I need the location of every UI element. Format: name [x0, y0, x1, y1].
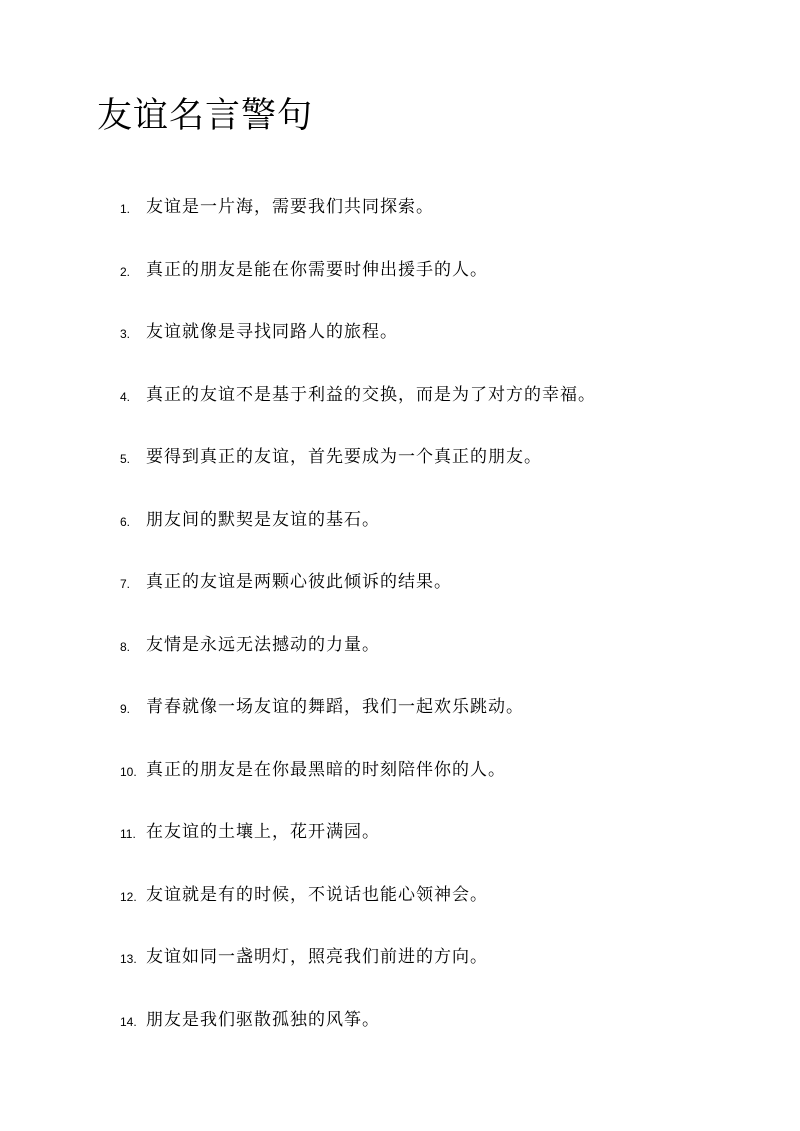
item-text: 友情是永远无法撼动的力量。 — [146, 634, 380, 655]
item-text: 真正的朋友是在你最黑暗的时刻陪伴你的人。 — [146, 759, 506, 780]
list-item — [120, 880, 488, 910]
item-text: 朋友是我们驱散孤独的风筝。 — [146, 1009, 380, 1030]
page-title: 友谊名言警句 — [97, 96, 314, 136]
item-number: 3. — [120, 327, 131, 341]
list-item — [120, 255, 488, 285]
list-item — [120, 1005, 380, 1035]
item-text: 真正的友谊不是基于利益的交换，而是为了对方的幸福。 — [146, 384, 596, 405]
item-text: 友谊就像是寻找同路人的旅程。 — [146, 321, 398, 342]
list-item — [120, 505, 380, 535]
item-number: 1. — [120, 202, 131, 216]
item-number: 8. — [120, 640, 131, 654]
item-text: 要得到真正的友谊，首先要成为一个真正的朋友。 — [146, 446, 542, 467]
item-number: 14. — [120, 1015, 137, 1029]
item-text: 友谊就是有的时候，不说话也能心领神会。 — [146, 884, 488, 905]
list-item — [120, 817, 380, 847]
list-item — [120, 755, 506, 785]
item-text: 朋友间的默契是友谊的基石。 — [146, 509, 380, 530]
item-number: 11. — [120, 827, 136, 841]
list-item — [120, 630, 380, 660]
item-text: 在友谊的土壤上，花开满园。 — [146, 821, 380, 842]
item-number: 12. — [120, 890, 137, 904]
item-number: 5. — [120, 452, 131, 466]
item-text: 真正的友谊是两颗心彼此倾诉的结果。 — [146, 571, 452, 592]
item-number: 9. — [120, 702, 131, 716]
list-item — [120, 192, 434, 222]
list-item — [120, 942, 488, 972]
item-text: 友谊是一片海，需要我们共同探索。 — [146, 196, 434, 217]
list-item — [120, 317, 398, 347]
list-item — [120, 380, 596, 410]
item-number: 13. — [120, 952, 137, 966]
item-number: 2. — [120, 265, 131, 279]
item-text: 青春就像一场友谊的舞蹈，我们一起欢乐跳动。 — [146, 696, 524, 717]
item-text: 真正的朋友是能在你需要时伸出援手的人。 — [146, 259, 488, 280]
item-number: 7. — [120, 577, 131, 591]
list-item — [120, 567, 452, 597]
item-text: 友谊如同一盏明灯，照亮我们前进的方向。 — [146, 946, 488, 967]
item-number: 6. — [120, 515, 131, 529]
item-number: 4. — [120, 390, 131, 404]
list-item — [120, 692, 524, 722]
item-number: 10. — [120, 765, 137, 779]
list-item — [120, 442, 542, 472]
